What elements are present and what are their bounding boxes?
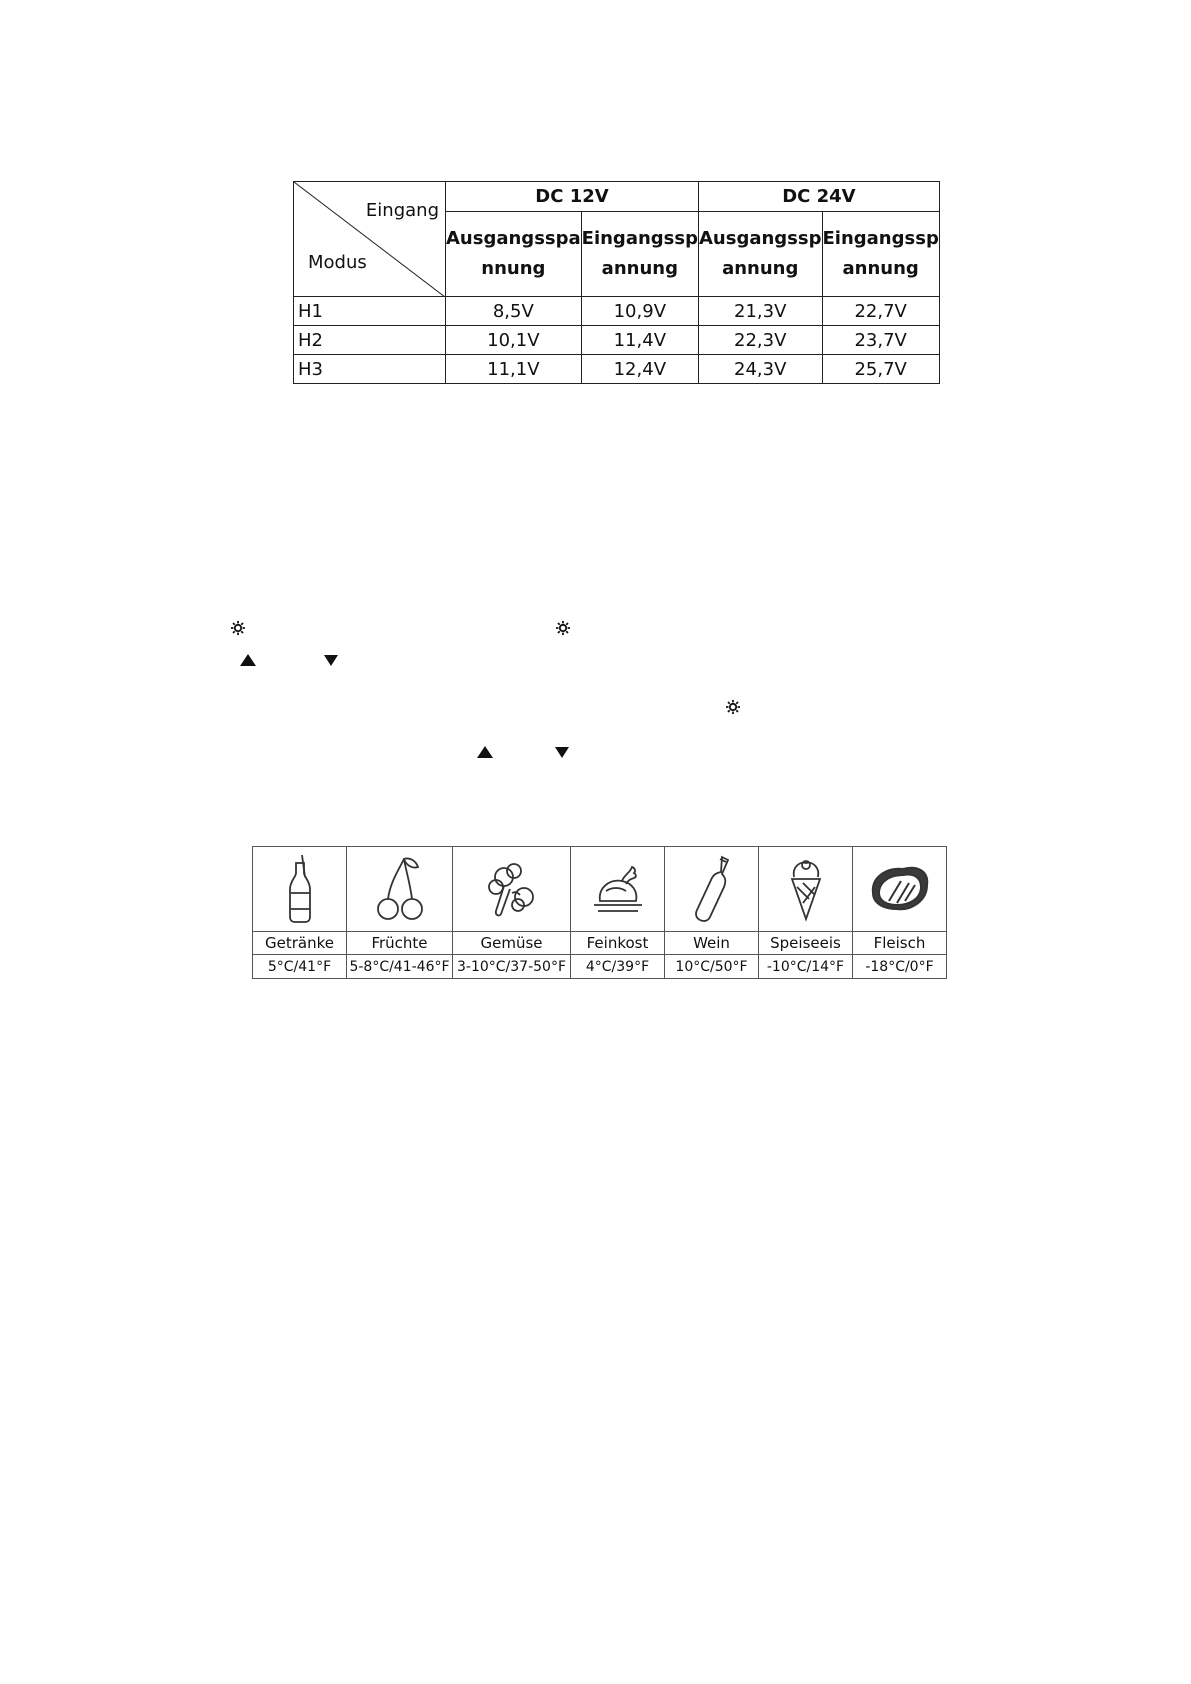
food-temp: 4°C/39°F xyxy=(571,955,665,979)
gear-icon xyxy=(554,619,572,637)
subheader-line: annung xyxy=(601,258,678,279)
subheader-line: Eingangssp xyxy=(581,228,698,249)
value-cell: 24,3V xyxy=(698,355,822,384)
subheader-line: Eingangssp xyxy=(822,228,939,249)
group-dc24v: DC 24V xyxy=(698,182,939,212)
food-temp: 10°C/50°F xyxy=(665,955,759,979)
food-temperature-table xyxy=(252,846,947,979)
food-name: Gemüse xyxy=(453,932,571,955)
table-row xyxy=(294,297,940,326)
food-temp: -10°C/14°F xyxy=(759,955,853,979)
food-name: Feinkost xyxy=(571,932,665,955)
subheader-line: annung xyxy=(842,258,919,279)
wine-bottle-icon xyxy=(682,853,742,925)
triangle-down-icon xyxy=(322,651,340,669)
voltage-table xyxy=(293,181,940,384)
corner-header xyxy=(294,182,446,297)
icon-cell xyxy=(853,847,947,932)
value-cell: 11,4V xyxy=(581,326,698,355)
triangle-down-icon xyxy=(553,743,571,761)
icon-cell xyxy=(665,847,759,932)
roast-chicken-icon xyxy=(588,853,648,925)
value-cell: 25,7V xyxy=(822,355,939,384)
food-name: Speiseeis xyxy=(759,932,853,955)
icon-cell xyxy=(347,847,453,932)
triangle-up-icon xyxy=(476,743,494,761)
icon-cell xyxy=(571,847,665,932)
subheader-line: Ausgangssp xyxy=(698,228,822,249)
subheader-line: Ausgangsspa xyxy=(446,228,581,249)
gear-icon xyxy=(229,619,247,637)
cherry-icon xyxy=(370,853,430,925)
table-row xyxy=(294,355,940,384)
value-cell: 12,4V xyxy=(581,355,698,384)
food-name: Getränke xyxy=(253,932,347,955)
food-temp: -18°C/0°F xyxy=(853,955,947,979)
icon-cell xyxy=(253,847,347,932)
value-cell: 23,7V xyxy=(822,326,939,355)
steak-icon xyxy=(867,853,933,925)
value-cell: 22,7V xyxy=(822,297,939,326)
value-cell: 21,3V xyxy=(698,297,822,326)
value-cell: 11,1V xyxy=(446,355,582,384)
value-cell: 8,5V xyxy=(446,297,582,326)
food-name: Wein xyxy=(665,932,759,955)
table-row xyxy=(294,326,940,355)
subheader-line: nnung xyxy=(481,258,546,279)
subheader-line: annung xyxy=(722,258,799,279)
vegetable-icon xyxy=(482,853,542,925)
mode-cell: H1 xyxy=(294,297,446,326)
value-cell: 10,1V xyxy=(446,326,582,355)
input-label: Eingang xyxy=(365,200,439,221)
icon-cell xyxy=(453,847,571,932)
food-temp: 3-10°C/37-50°F xyxy=(453,955,571,979)
icon-cell xyxy=(759,847,853,932)
group-dc12v: DC 12V xyxy=(446,182,699,212)
value-cell: 10,9V xyxy=(581,297,698,326)
subheader-input-24v xyxy=(822,212,939,297)
gear-icon xyxy=(724,698,742,716)
bottle-icon xyxy=(270,853,330,925)
subheader-output-24v xyxy=(698,212,822,297)
value-cell: 22,3V xyxy=(698,326,822,355)
food-name: Fleisch xyxy=(853,932,947,955)
food-temp: 5-8°C/41-46°F xyxy=(347,955,453,979)
food-name: Früchte xyxy=(347,932,453,955)
ice-cream-icon xyxy=(776,853,836,925)
subheader-output-12v xyxy=(446,212,582,297)
mode-label: Modus xyxy=(308,252,367,273)
mode-cell: H3 xyxy=(294,355,446,384)
subheader-input-12v xyxy=(581,212,698,297)
triangle-up-icon xyxy=(239,651,257,669)
mode-cell: H2 xyxy=(294,326,446,355)
food-temp: 5°C/41°F xyxy=(253,955,347,979)
